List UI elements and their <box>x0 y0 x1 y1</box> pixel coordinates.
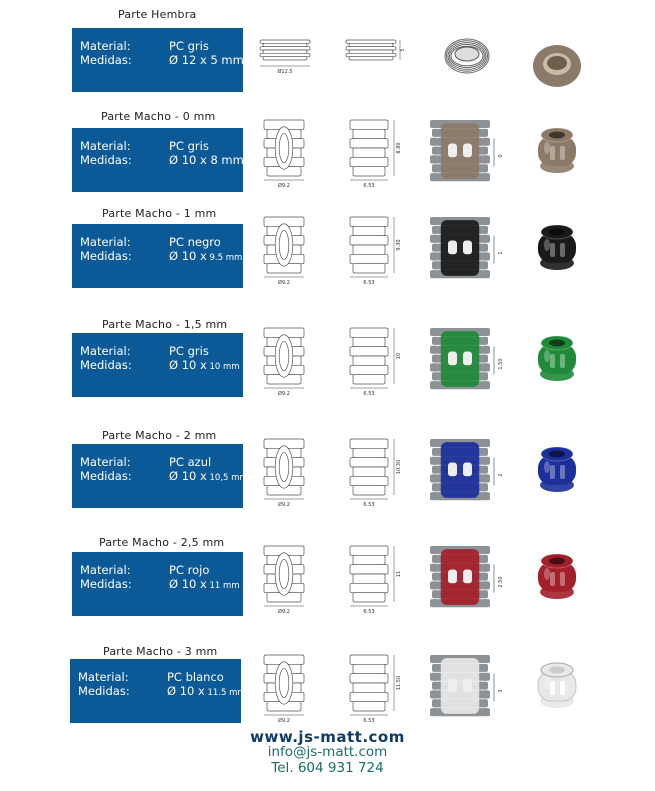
front-view-drawing <box>256 36 316 76</box>
part-title: Parte Macho - 3 mm <box>103 645 218 658</box>
material-label: Material: <box>80 455 131 469</box>
dimension-label: 1 <box>498 251 504 255</box>
part-section <box>0 429 655 529</box>
front-view-drawing <box>256 213 316 287</box>
front-view-drawing <box>256 324 316 398</box>
cutaway-render <box>424 324 510 398</box>
material-value: PC azul <box>169 455 212 469</box>
dimension-label: 6.53 <box>363 183 375 189</box>
product-photo <box>522 437 592 507</box>
dimension-label: Ø9.2 <box>278 718 290 724</box>
medidas-label: Medidas: <box>80 358 132 372</box>
email-link[interactable]: info@js-matt.com <box>267 744 388 760</box>
medidas-label: Medidas: <box>78 684 130 698</box>
medidas-label: Medidas: <box>80 469 132 483</box>
dimension-label: 9.30 <box>396 239 402 251</box>
medidas-value: Ø 10 x 10,5 mm <box>169 469 248 483</box>
dimension-label: 6.53 <box>363 391 375 397</box>
dimension-label: Ø9.2 <box>278 609 290 615</box>
dimension-label: Ø12.5 <box>277 69 293 75</box>
front-view-drawing <box>256 651 316 725</box>
medidas-label: Medidas: <box>80 577 132 591</box>
dimension-label: 11 <box>396 570 402 578</box>
side-view-drawing <box>342 116 406 190</box>
material-value: PC gris <box>169 139 209 153</box>
side-view-drawing <box>342 213 406 287</box>
material-label: Material: <box>80 344 131 358</box>
product-photo <box>522 326 592 396</box>
dimension-label: 11.50 <box>396 675 402 691</box>
front-view-drawing <box>256 116 316 190</box>
front-view-drawing <box>256 435 316 509</box>
spec-box <box>72 224 243 288</box>
medidas-length: 11 mm <box>206 581 240 591</box>
dimension-label: 6.53 <box>363 280 375 286</box>
dimension-label: 6.53 <box>363 502 375 508</box>
medidas-value: Ø 10 x 11 mm <box>169 577 240 591</box>
side-view-drawing <box>342 435 406 509</box>
product-photo <box>522 32 592 102</box>
part-title: Parte Macho - 1,5 mm <box>102 318 228 331</box>
material-label: Material: <box>80 139 131 153</box>
dimension-label: 1.50 <box>498 358 504 370</box>
part-title: Parte Macho - 1 mm <box>102 207 217 220</box>
part-section <box>0 110 655 210</box>
medidas-value: Ø 10 x 11.5 mm <box>167 684 246 698</box>
material-label: Material: <box>80 39 131 53</box>
medidas-length: 10 mm <box>206 362 240 372</box>
spec-box <box>70 659 246 723</box>
product-photo <box>522 118 592 188</box>
cutaway-render <box>424 542 510 616</box>
spec-box <box>72 28 243 92</box>
part-section <box>0 8 655 108</box>
dimension-label: Ø9.2 <box>278 502 290 508</box>
dimension-label: 2 <box>498 473 504 477</box>
cutaway-render <box>424 213 510 287</box>
medidas-value: Ø 12 x 5 mm <box>169 53 244 67</box>
medidas-value: Ø 10 x 9.5 mm <box>169 249 243 263</box>
phone-number: Tel. 604 931 724 <box>271 760 384 776</box>
dimension-label: 6.53 <box>363 609 375 615</box>
material-value: PC rojo <box>169 563 210 577</box>
dimension-label: Ø9.2 <box>278 391 290 397</box>
material-value: PC blanco <box>167 670 224 684</box>
material-label: Material: <box>78 670 129 684</box>
dimension-label: 3 <box>498 689 504 693</box>
dimension-label: 10 <box>396 352 402 360</box>
ring-render <box>424 26 510 86</box>
part-section <box>0 536 655 636</box>
spec-box <box>72 552 243 616</box>
dimension-label: 6.53 <box>363 718 375 724</box>
website-link[interactable]: www.js-matt.com <box>250 728 405 746</box>
medidas-value: Ø 10 x 10 mm <box>169 358 240 372</box>
product-photo <box>522 653 592 723</box>
side-view-drawing <box>342 542 406 616</box>
spec-box <box>72 333 243 397</box>
cutaway-render <box>424 651 510 725</box>
cutaway-render <box>424 435 510 509</box>
side-view-drawing <box>342 36 406 76</box>
medidas-length: 11.5 mm <box>204 688 246 698</box>
dimension-label: Ø9.2 <box>278 280 290 286</box>
material-value: PC gris <box>169 344 209 358</box>
part-title: Parte Macho - 2,5 mm <box>99 536 225 549</box>
part-section <box>0 207 655 307</box>
product-photo <box>522 544 592 614</box>
dimension-label: 2.50 <box>498 576 504 588</box>
side-view-drawing <box>342 651 406 725</box>
material-value: PC gris <box>169 39 209 53</box>
front-view-drawing <box>256 542 316 616</box>
medidas-label: Medidas: <box>80 249 132 263</box>
dimension-label: 8.80 <box>396 142 402 154</box>
product-photo <box>522 215 592 285</box>
dimension-label: 0 <box>498 154 504 158</box>
dimension-label: 5 <box>400 48 406 52</box>
part-section <box>0 318 655 418</box>
part-title: Parte Macho - 2 mm <box>102 429 217 442</box>
dimension-label: 10.30 <box>396 459 402 475</box>
medidas-value: Ø 10 x 8 mm <box>169 153 244 167</box>
material-value: PC negro <box>169 235 221 249</box>
material-label: Material: <box>80 235 131 249</box>
spec-box <box>72 128 243 192</box>
medidas-length: 9.5 mm <box>206 253 243 263</box>
medidas-label: Medidas: <box>80 153 132 167</box>
medidas-length: 10,5 mm <box>206 473 248 483</box>
side-view-drawing <box>342 324 406 398</box>
spec-box <box>72 444 248 508</box>
material-label: Material: <box>80 563 131 577</box>
part-title: Parte Hembra <box>118 8 197 21</box>
part-title: Parte Macho - 0 mm <box>101 110 216 123</box>
medidas-label: Medidas: <box>80 53 132 67</box>
cutaway-render <box>424 116 510 190</box>
dimension-label: Ø9.2 <box>278 183 290 189</box>
